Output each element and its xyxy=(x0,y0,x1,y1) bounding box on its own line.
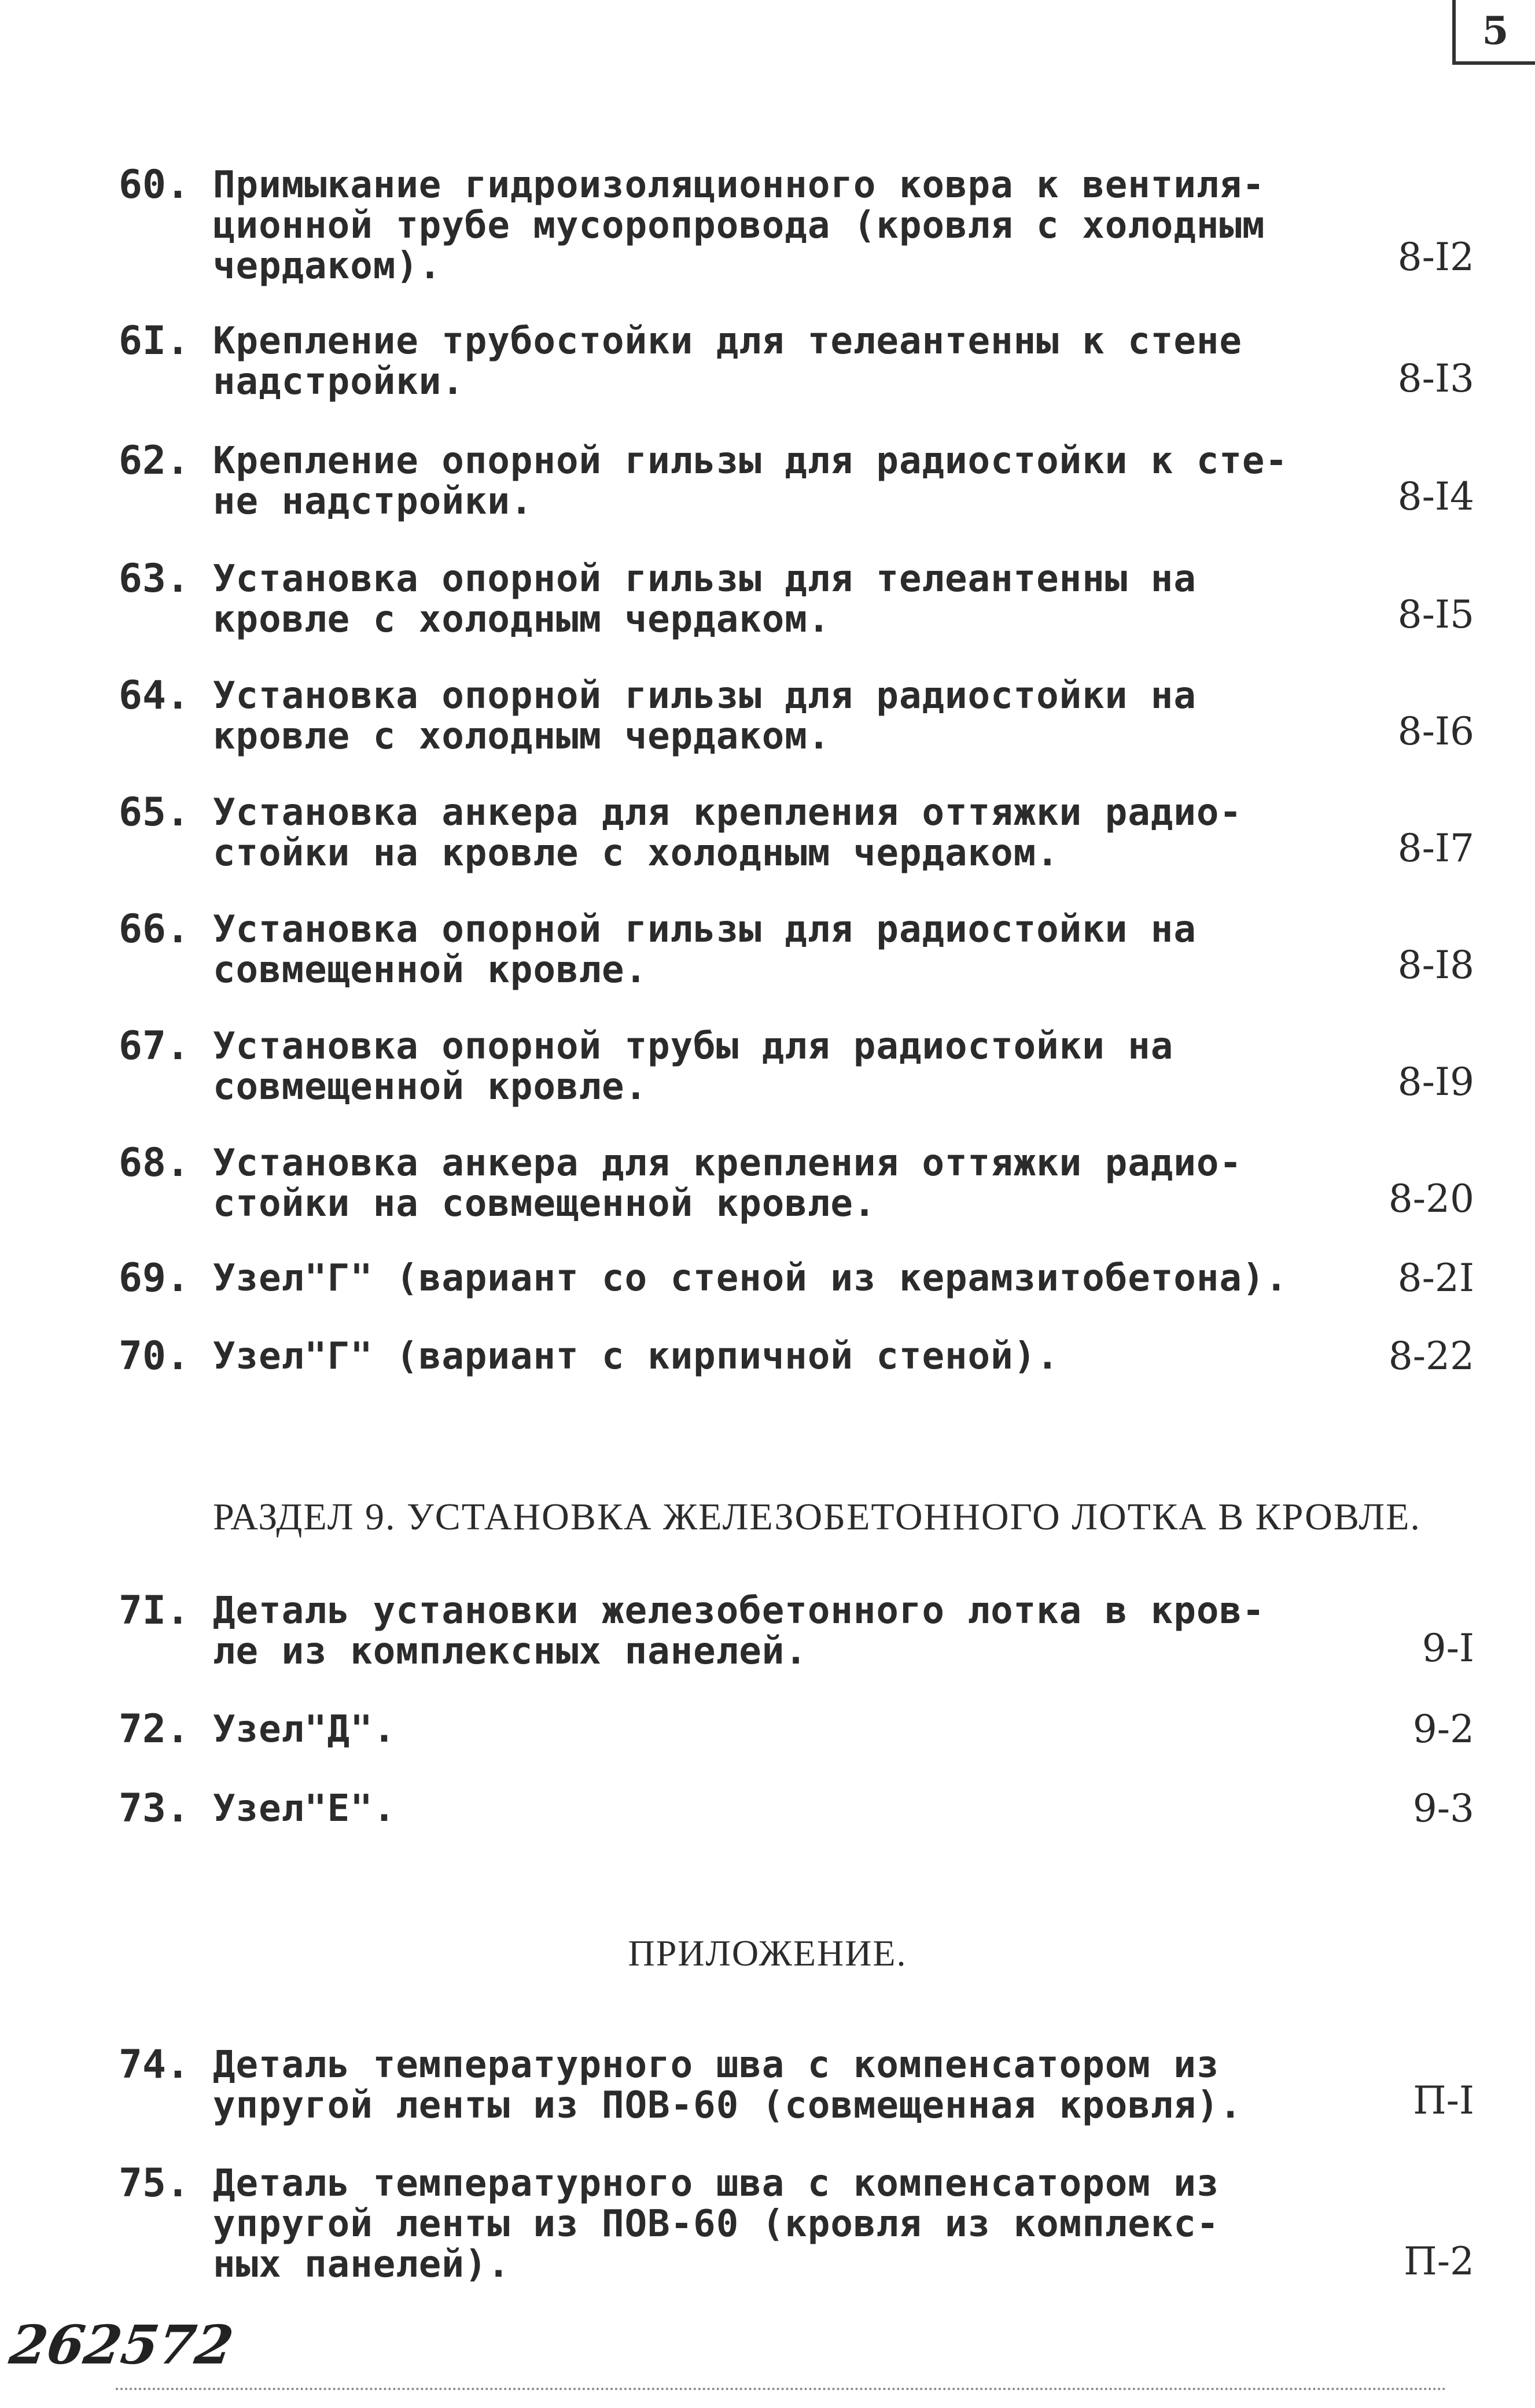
section-heading: РАЗДЕЛ 9. УСТАНОВКА ЖЕЛЕЗОБЕТОННОГО ЛОТКА В КРОВЛЕ. xyxy=(213,1496,1421,1538)
sheet-code: П-2 xyxy=(1404,2239,1474,2284)
item-number: 67. xyxy=(119,1023,190,1069)
sheet-code: 8-22 xyxy=(1388,1334,1474,1378)
item-number: 62. xyxy=(119,438,190,484)
sheet-code: 9-I xyxy=(1422,1626,1474,1671)
item-number: 66. xyxy=(119,906,190,952)
item-text: Крепление трубостойки для телеантенны к стене надстройки. xyxy=(213,320,1242,403)
item-text: Установка анкера для крепления оттяжки радио- стойки на кровле с холодным чердаком. xyxy=(213,791,1242,875)
item-number: 69. xyxy=(119,1255,190,1301)
item-number: 70. xyxy=(119,1333,190,1379)
sheet-code: 8-I3 xyxy=(1397,356,1474,401)
item-number: 74. xyxy=(119,2042,190,2088)
item-number: 72. xyxy=(119,1706,190,1752)
item-number: 73. xyxy=(119,1786,190,1831)
item-number: 7I. xyxy=(119,1588,190,1633)
item-text: Деталь установки железобетонного лотка в кров- ле из комплексных панелей. xyxy=(213,1590,1265,1673)
item-text: Установка анкера для крепления оттяжки радио- стойки на совмещенной кровле. xyxy=(213,1142,1242,1225)
appendix-heading: ПРИЛОЖЕНИЕ. xyxy=(628,1933,907,1974)
item-text: Примыкание гидроизоляционного ковра к вентиля- ционной трубе мусоропровода (кровля с холодным чердаком). xyxy=(213,164,1265,287)
item-number: 60. xyxy=(119,162,190,208)
sheet-code: 8-I5 xyxy=(1397,592,1474,637)
sheet-code: 8-I9 xyxy=(1397,1060,1474,1104)
item-text: Узел"Е". xyxy=(213,1787,396,1830)
item-number: 65. xyxy=(119,790,190,835)
item-number: 75. xyxy=(119,2160,190,2206)
item-number: 6I. xyxy=(119,318,190,364)
item-text: Установка опорной гильзы для радиостойки на совмещенной кровле. xyxy=(213,908,1197,991)
sheet-code: 8-I4 xyxy=(1397,474,1474,519)
sheet-code: 8-2I xyxy=(1397,1256,1474,1300)
sheet-code: 8-I8 xyxy=(1397,943,1474,987)
item-text: Деталь температурного шва с компенсатором из упругой ленты из ПОВ-60 (кровля из комплекс- ных панелей). xyxy=(213,2162,1220,2286)
sheet-code: 8-I2 xyxy=(1397,235,1474,279)
sheet-code: 9-3 xyxy=(1412,1786,1474,1831)
item-text: Установка опорной гильзы для радиостойки на кровле с холодным чердаком. xyxy=(213,674,1197,758)
page-number-box: 5 xyxy=(1452,0,1535,65)
item-text: Установка опорной трубы для радиостойки на совмещенной кровле. xyxy=(213,1025,1174,1108)
item-number: 68. xyxy=(119,1140,190,1186)
item-text: Узел"Г" (вариант с кирпичной стеной). xyxy=(213,1335,1059,1378)
sheet-code: П-I xyxy=(1413,2078,1474,2123)
handwritten-number: 262572 xyxy=(6,2314,237,2376)
scan-edge-noise xyxy=(116,2388,1446,2396)
sheet-code: 8-20 xyxy=(1388,1177,1474,1221)
item-text: Узел"Г" (вариант со стеной из керамзитобетона). xyxy=(213,1257,1288,1300)
item-text: Крепление опорной гильзы для радиостойки к сте- не надстройки. xyxy=(213,440,1288,523)
sheet-code: 9-2 xyxy=(1412,1707,1474,1751)
sheet-code: 8-I7 xyxy=(1397,826,1474,871)
item-number: 63. xyxy=(119,556,190,602)
sheet-code: 8-I6 xyxy=(1397,709,1474,754)
item-number: 64. xyxy=(119,673,190,718)
item-text: Узел"Д". xyxy=(213,1708,396,1751)
item-text: Установка опорной гильзы для телеантенны на кровле с холодным чердаком. xyxy=(213,558,1197,641)
item-text: Деталь температурного шва с компенсатором из упругой ленты из ПОВ-60 (совмещенная кровля). xyxy=(213,2044,1242,2127)
